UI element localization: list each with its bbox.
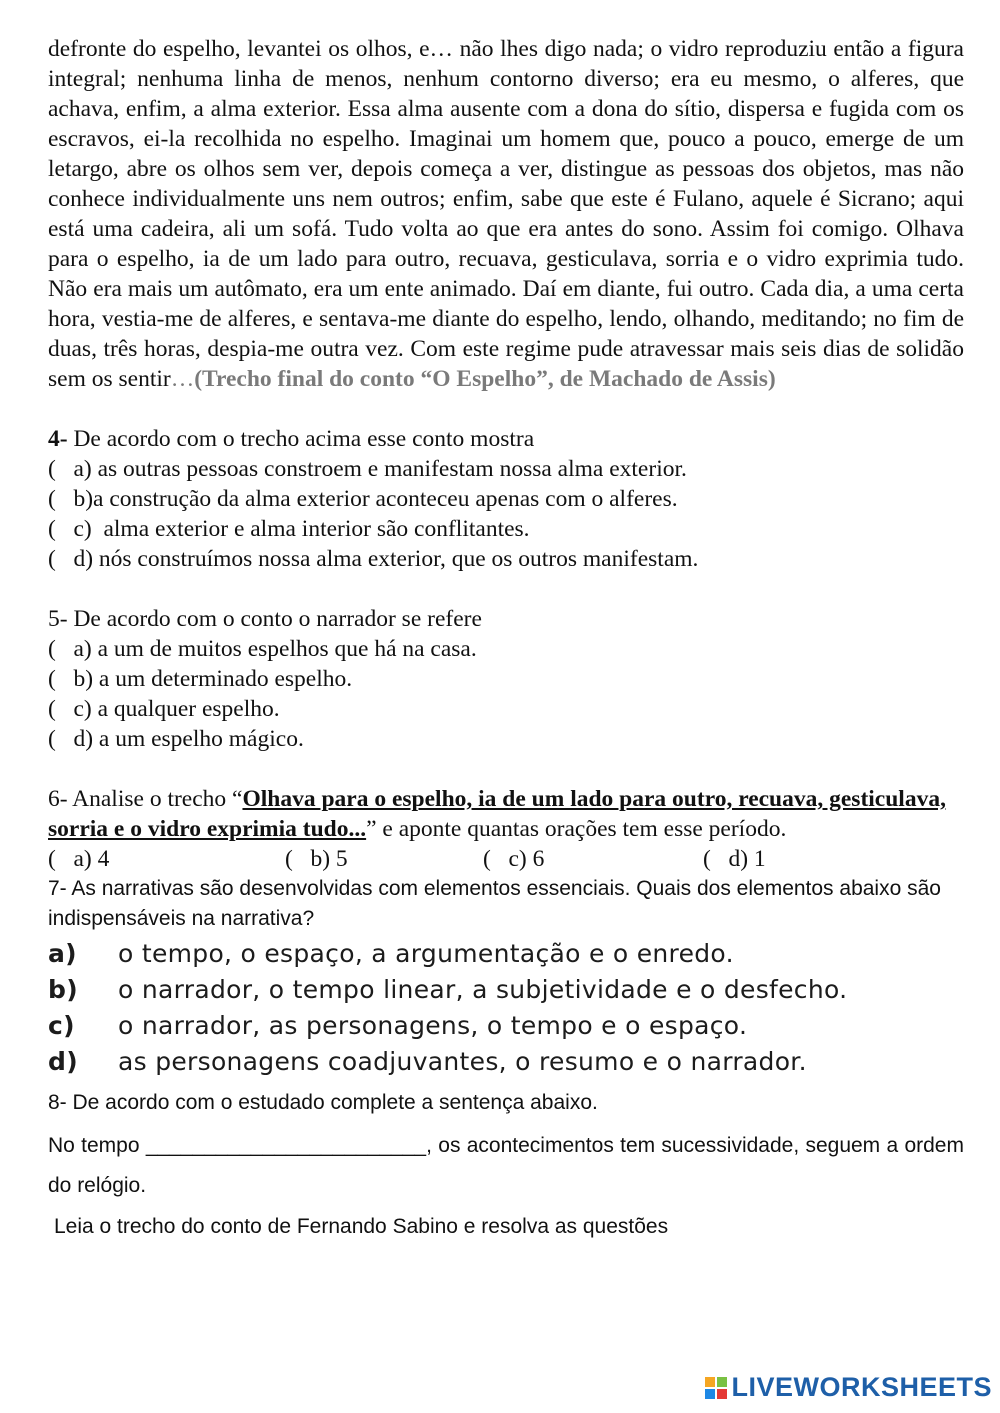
- question-6: [48, 784, 964, 874]
- option-label: c): [48, 1011, 75, 1040]
- question-4-prompt: [48, 424, 964, 454]
- logo-square: [717, 1377, 727, 1387]
- question-5-option-a[interactable]: ( a) a um de muitos espelhos que há na casa.: [48, 636, 477, 662]
- question-5-option-c[interactable]: ( c) a qualquer espelho.: [48, 696, 280, 722]
- question-8-sentence: [48, 1126, 964, 1206]
- option-label: a): [48, 939, 77, 968]
- question-7-options: [48, 936, 964, 1080]
- logo-text: LIVEWORKSHEETS: [731, 1372, 992, 1402]
- option-text: o tempo, o espaço, a argumentação e o enredo.: [118, 939, 734, 968]
- passage-source: (Trecho final do conto “O Espelho”, de Machado de Assis): [194, 366, 776, 392]
- question-6-option-d[interactable]: ( d) 1: [703, 846, 766, 872]
- option-text: o narrador, as personagens, o tempo e o espaço.: [118, 1011, 748, 1040]
- question-7-prompt: 7- As narrativas são desenvolvidas com elementos essenciais. Quais dos elementos abaixo são indispensáveis na narrativa?: [48, 877, 941, 930]
- option-label: d): [48, 1047, 78, 1076]
- answer-blank[interactable]: ________________________: [145, 1134, 427, 1157]
- question-4-option-d[interactable]: ( d) nós construímos nossa alma exterior, que os outros manifestam.: [48, 546, 699, 572]
- worksheet-page: [48, 34, 964, 1242]
- question-6-option-c[interactable]: ( c) 6: [483, 846, 545, 872]
- question-7-option-b[interactable]: [48, 972, 964, 1008]
- sentence-end: , os acontecimentos tem sucessividade, seguem a ordem do relógio.: [48, 1134, 964, 1197]
- question-8: [48, 1088, 964, 1206]
- question-7-option-c[interactable]: [48, 1008, 964, 1044]
- logo-square: [705, 1389, 715, 1399]
- option-text: as personagens coadjuvantes, o resumo e o narrador.: [118, 1047, 807, 1076]
- question-5-option-d[interactable]: ( d) a um espelho mágico.: [48, 726, 304, 752]
- logo-square: [717, 1389, 727, 1399]
- question-7-option-d[interactable]: [48, 1044, 964, 1080]
- question-6-option-b[interactable]: ( b) 5: [285, 846, 348, 872]
- question-4: [48, 424, 964, 574]
- passage-text: defronte do espelho, levantei os olhos, e… não lhes digo nada; o vidro reproduziu então a figura integral; nenhuma linha de menos, nenhum contorno diverso; era eu mesmo, o alferes, que achava, enfim, a alma exterior. Essa alma ausente com a dona do sítio, dispersa e fugida com os escravos, ei-la recolhida no espelho. Imaginai um homem que, pouco a pouco, emerge de um letargo, abre os olhos sem ver, depois começa a ver, distingue as pessoas dos objetos, mas não conhece individualmente uns nem outros; enfim, sabe que este é Fulano, aquele é Sicrano; aqui está uma cadeira, ali um sofá. Tudo volta ao que era antes do sono. Assim foi comigo. Olhava para o espelho, ia de um lado para outro, recuava, gesticulava, sorria e o vidro exprimia tudo. Não era mais um autômato, era um ente animado. Daí em diante, fui outro. Cada dia, a uma certa hora, vestia-me de alferes, e sentava-me diante do espelho, lendo, olhando, meditando; no fim de duas, três horas, despia-me outra vez. Com este regime pude atravessar mais seis dias de solidão sem os sentir: [48, 36, 964, 392]
- question-4-option-b[interactable]: ( b)a construção da alma exterior aconteceu apenas com o alferes.: [48, 486, 678, 512]
- logo-square: [705, 1377, 715, 1387]
- question-5-prompt: 5- De acordo com o conto o narrador se refere: [48, 606, 482, 632]
- passage-ellipsis: …: [170, 366, 195, 392]
- question-7-option-a[interactable]: [48, 936, 964, 972]
- option-text: o narrador, o tempo linear, a subjetividade e o desfecho.: [118, 975, 848, 1004]
- question-4-option-c[interactable]: ( c) alma exterior e alma interior são conflitantes.: [48, 516, 530, 542]
- question-6-options: [48, 844, 964, 874]
- question-6-suffix: ” e aponte quantas orações tem esse período.: [366, 816, 787, 842]
- question-4-number: 4-: [48, 426, 68, 452]
- sentence-start: No tempo: [48, 1134, 146, 1157]
- question-6-option-a[interactable]: ( a) 4: [48, 846, 110, 872]
- question-8-prompt: 8- De acordo com o estudado complete a sentença abaixo.: [48, 1091, 598, 1114]
- question-6-prefix: 6- Analise o trecho “: [48, 786, 243, 812]
- question-4-option-a[interactable]: ( a) as outras pessoas constroem e manifestam nossa alma exterior.: [48, 456, 687, 482]
- question-7: [48, 874, 964, 1080]
- liveworksheets-logo: [705, 1372, 992, 1403]
- question-5-option-b[interactable]: ( b) a um determinado espelho.: [48, 666, 353, 692]
- question-4-text: De acordo com o trecho acima esse conto mostra: [67, 426, 535, 452]
- section-lead: Leia o trecho do conto de Fernando Sabino e resolva as questões: [54, 1215, 669, 1238]
- option-label: b): [48, 975, 78, 1004]
- logo-mark-icon: [705, 1377, 727, 1399]
- question-6-prompt: [48, 784, 964, 844]
- reading-passage: [48, 34, 964, 394]
- question-5: [48, 604, 964, 754]
- question-6-quote: Olhava para o espelho, ia de um lado para outro, recuava, gesticulava, sorria e o vidro exprimia tudo...: [48, 786, 946, 842]
